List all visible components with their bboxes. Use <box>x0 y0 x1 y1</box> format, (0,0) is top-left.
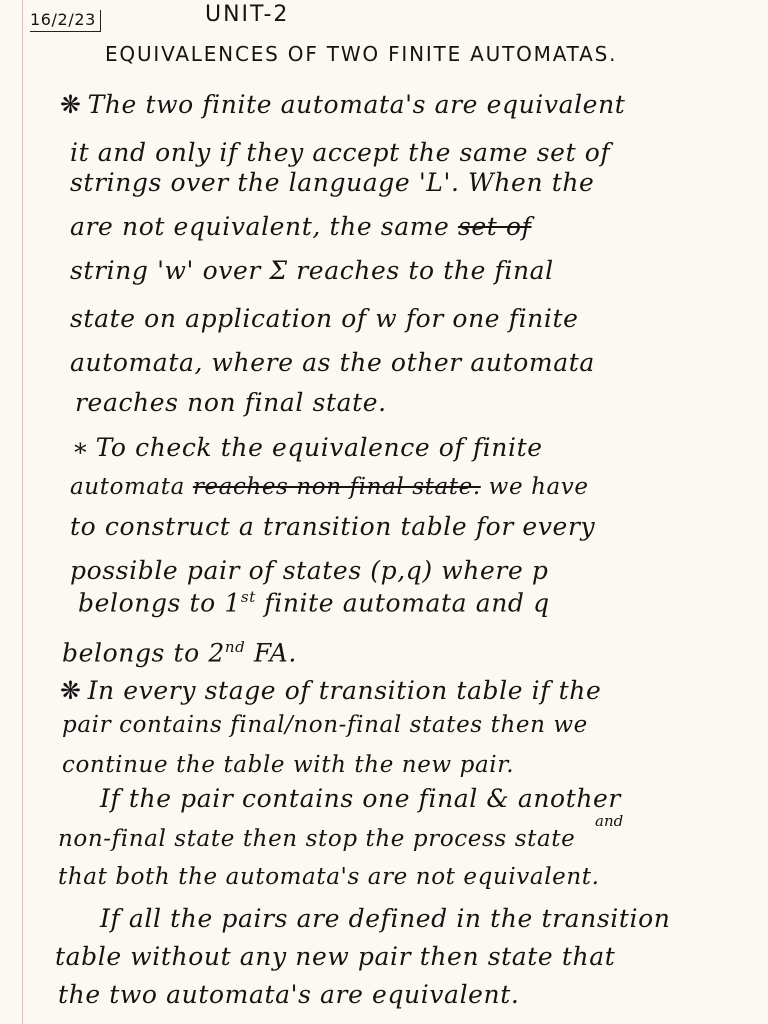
margin-line <box>22 0 23 1024</box>
text-line-15: ❋ In every stage of transition table if the <box>60 676 602 705</box>
text-line-14: belongs to 2nd FA. <box>62 638 297 668</box>
struck-text: reaches non final state. <box>192 474 481 500</box>
bullet-star-icon: ❋ <box>60 90 82 119</box>
unit-heading: UNIT-2 <box>205 2 290 27</box>
text-line-4: are not equivalent, the same set of <box>70 212 532 241</box>
text-line-3: strings over the language 'L'. When the <box>70 168 595 197</box>
text-line-10: automata reaches non final state. we have <box>70 474 589 500</box>
text-line-12: possible pair of states (p,q) where p <box>70 556 549 585</box>
text-line-2: it and only if they accept the same set of <box>70 138 611 167</box>
text-line-11: to construct a transition table for every <box>70 512 596 541</box>
text-line-13: belongs to 1st finite automata and q <box>78 588 550 618</box>
bullet-star-icon: ❋ <box>60 676 82 705</box>
text-line-22: table without any new pair then state that <box>55 942 616 971</box>
bullet-star-icon: ∗ <box>72 433 90 462</box>
text-line-7: automata, where as the other automata <box>70 348 595 377</box>
text-line-18: If the pair contains one final & another <box>100 784 621 813</box>
text-line-16: pair contains final/non-final states then we <box>62 712 588 738</box>
date: 16/2/23 <box>30 10 101 32</box>
text-line-17: continue the table with the new pair. <box>62 752 515 778</box>
text-line-6: state on application of w for one finite <box>70 304 579 333</box>
text-line-20: that both the automata's are not equivalent. <box>58 864 600 890</box>
text-line-19: non-final state then stop the process state <box>58 826 576 852</box>
text-line-21: If all the pairs are defined in the transition <box>100 904 671 933</box>
text-line-1: ❋ The two finite automata's are equivalent <box>60 90 626 119</box>
text-line-9: ∗ To check the equivalence of finite <box>72 433 543 462</box>
page-title: EQUIVALENCES OF TWO FINITE AUTOMATAS. <box>105 42 618 66</box>
struck-text: set of <box>457 212 532 241</box>
text-line-8: reaches non final state. <box>75 388 387 417</box>
inserted-word: and <box>595 812 624 830</box>
text-line-23: the two automata's are equivalent. <box>58 980 520 1009</box>
text-line-5: string 'w' over Σ reaches to the final <box>70 256 554 285</box>
